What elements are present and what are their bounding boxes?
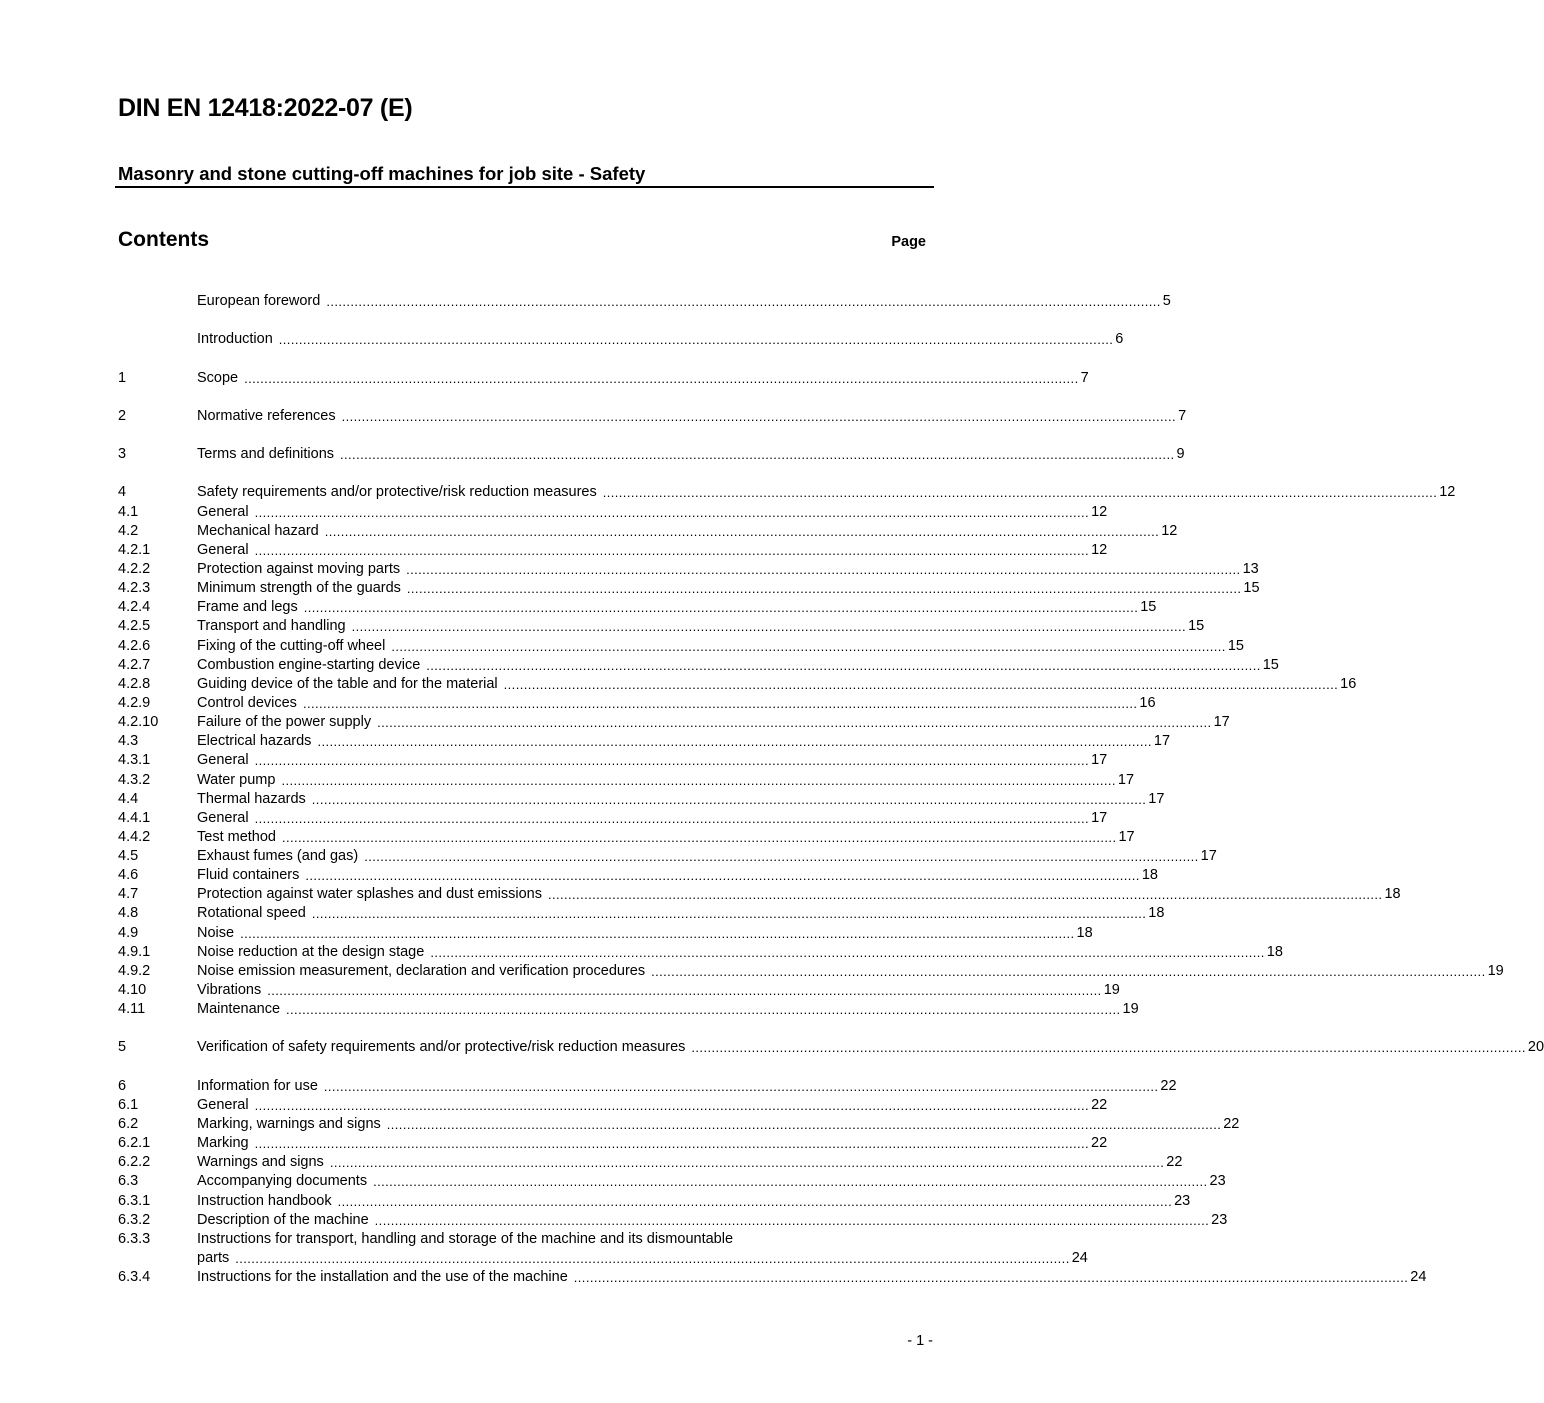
toc-entry-number: 4.2.9 bbox=[118, 694, 151, 711]
toc-dot-leader bbox=[391, 637, 1225, 656]
toc-entry-number: 4.9 bbox=[118, 924, 139, 941]
toc-dot-leader bbox=[387, 1115, 1221, 1134]
toc-entry-number: 4.1 bbox=[118, 503, 139, 520]
toc-entry-page: 17 bbox=[1117, 771, 1135, 788]
toc-entry-page: 16 bbox=[1139, 694, 1156, 711]
toc-entry-title: Verification of safety requirements and/or protective/risk reduction measures bbox=[197, 1039, 686, 1056]
toc-entry-page: 15 bbox=[1188, 618, 1205, 635]
toc-dot-leader bbox=[324, 1077, 1158, 1096]
toc-entry-number: 4.2.5 bbox=[118, 618, 151, 635]
toc-dot-leader bbox=[312, 904, 1146, 923]
toc-entry-title: General bbox=[197, 809, 249, 826]
toc-entry-title: Water pump bbox=[197, 771, 276, 788]
toc-entry-number: 4.2.8 bbox=[118, 675, 151, 692]
toc-entry-page: 22 bbox=[1166, 1154, 1183, 1171]
toc-entry-title: Test method bbox=[197, 828, 276, 845]
toc-entry-title: Electrical hazards bbox=[197, 733, 312, 750]
toc-dot-leader bbox=[235, 1249, 1069, 1268]
toc-dot-leader bbox=[574, 1268, 1408, 1287]
toc-entry-number: 4.2.7 bbox=[118, 656, 151, 673]
toc-entry[interactable] bbox=[118, 713, 1230, 732]
toc-dot-leader bbox=[255, 809, 1089, 828]
document-subtitle: Masonry and stone cutting-off machines for job site - Safety bbox=[118, 163, 646, 184]
toc-entry-number: 4.8 bbox=[118, 905, 139, 922]
toc-entry[interactable] bbox=[118, 541, 1108, 560]
toc-entry-number: 4.6 bbox=[118, 867, 139, 884]
toc-entry-number: 6.2 bbox=[118, 1116, 139, 1133]
toc-entry-title: Rotational speed bbox=[197, 905, 306, 922]
toc-entry-page: 23 bbox=[1209, 1173, 1226, 1190]
toc-entry-page: 22 bbox=[1223, 1116, 1240, 1133]
toc-entry-page: 7 bbox=[1178, 407, 1187, 424]
toc-entry-title: Thermal hazards bbox=[197, 790, 306, 807]
toc-entry-page: 6 bbox=[1115, 331, 1124, 348]
toc-entry-page: 17 bbox=[1148, 790, 1165, 807]
toc-entry[interactable] bbox=[118, 598, 1157, 617]
toc-dot-leader bbox=[240, 924, 1074, 943]
title-divider bbox=[115, 186, 934, 188]
toc-entry[interactable] bbox=[118, 1000, 1139, 1019]
toc-entry-title-continued: parts bbox=[197, 1250, 230, 1267]
toc-entry-title: Failure of the power supply bbox=[197, 714, 372, 731]
toc-entry[interactable] bbox=[118, 885, 1401, 904]
toc-entry-number: 6.3.4 bbox=[118, 1269, 151, 1286]
toc-entry-title: Introduction bbox=[197, 331, 273, 348]
toc-entry-number: 4.4 bbox=[118, 790, 139, 807]
contents-heading: Contents bbox=[118, 228, 209, 251]
toc-dot-leader bbox=[338, 1192, 1172, 1211]
toc-entry-page: 7 bbox=[1080, 369, 1089, 386]
toc-entry-number: 4.7 bbox=[118, 886, 139, 903]
toc-dot-leader bbox=[375, 1211, 1209, 1230]
toc-entry-number: 4.9.1 bbox=[118, 943, 151, 960]
table-of-contents bbox=[118, 292, 1544, 1287]
toc-entry-page: 12 bbox=[1161, 522, 1178, 539]
toc-entry-title: Mechanical hazard bbox=[197, 522, 319, 539]
toc-entry-title: Protection against moving parts bbox=[197, 560, 401, 577]
toc-entry-title: Fluid containers bbox=[197, 867, 300, 884]
toc-entry-page: 22 bbox=[1160, 1077, 1177, 1094]
toc-dot-leader bbox=[651, 962, 1485, 981]
toc-entry-page: 17 bbox=[1118, 828, 1135, 845]
toc-entry[interactable] bbox=[118, 579, 1260, 598]
toc-entry[interactable] bbox=[118, 828, 1135, 847]
toc-entry-title: Noise reduction at the design stage bbox=[197, 943, 425, 960]
toc-entry[interactable] bbox=[118, 656, 1279, 675]
toc-entry-page: 5 bbox=[1162, 292, 1171, 309]
page-column-label: Page bbox=[891, 234, 926, 250]
toc-dot-leader bbox=[305, 866, 1139, 885]
toc-entry-title: Maintenance bbox=[197, 1001, 281, 1018]
toc-entry-title: Protection against water splashes and dust emissions bbox=[197, 886, 542, 903]
toc-entry-title: Noise bbox=[197, 924, 235, 941]
toc-entry-page: 23 bbox=[1174, 1192, 1191, 1209]
toc-entry-page: 17 bbox=[1200, 848, 1217, 865]
toc-entry[interactable] bbox=[118, 369, 1089, 388]
toc-entry[interactable] bbox=[118, 503, 1108, 522]
toc-entry-title: Frame and legs bbox=[197, 599, 298, 616]
toc-dot-leader bbox=[364, 847, 1198, 866]
toc-dot-leader bbox=[303, 694, 1137, 713]
toc-entry-number: 4.3.2 bbox=[118, 771, 151, 788]
toc-dot-leader bbox=[267, 981, 1101, 1000]
toc-entry-page: 22 bbox=[1091, 1096, 1108, 1113]
toc-entry[interactable] bbox=[118, 330, 1124, 349]
toc-dot-leader bbox=[373, 1172, 1207, 1191]
toc-entry-title: Warnings and signs bbox=[197, 1154, 324, 1171]
toc-entry[interactable] bbox=[118, 809, 1108, 828]
toc-entry-page: 24 bbox=[1071, 1250, 1088, 1267]
toc-entry-page: 24 bbox=[1410, 1269, 1427, 1286]
toc-dot-leader bbox=[407, 579, 1241, 598]
toc-entry-number: 2 bbox=[118, 407, 127, 424]
toc-entry-title: Description of the machine bbox=[197, 1211, 369, 1228]
toc-dot-leader bbox=[255, 1134, 1089, 1153]
toc-entry-title: Instructions for transport, handling and storage of the machine and its dismountable bbox=[197, 1230, 734, 1247]
toc-entry[interactable] bbox=[118, 560, 1259, 579]
toc-entry-number: 3 bbox=[118, 446, 127, 463]
toc-entry-page: 12 bbox=[1091, 503, 1108, 520]
toc-dot-leader bbox=[304, 598, 1138, 617]
toc-dot-leader bbox=[282, 828, 1116, 847]
toc-entry-number: 4.2.10 bbox=[118, 714, 159, 731]
toc-dot-leader bbox=[426, 656, 1260, 675]
toc-entry[interactable] bbox=[118, 483, 1456, 502]
toc-entry[interactable] bbox=[118, 1192, 1191, 1211]
toc-entry-number: 4.2 bbox=[118, 522, 139, 539]
toc-dot-leader bbox=[312, 790, 1146, 809]
toc-entry[interactable] bbox=[118, 1230, 1088, 1268]
toc-dot-leader bbox=[340, 445, 1174, 464]
toc-entry[interactable] bbox=[118, 407, 1187, 426]
toc-entry[interactable] bbox=[118, 847, 1217, 866]
toc-entry-page: 17 bbox=[1091, 752, 1108, 769]
toc-dot-leader bbox=[691, 1038, 1525, 1057]
toc-entry[interactable] bbox=[118, 924, 1093, 943]
toc-dot-leader bbox=[504, 675, 1338, 694]
toc-entry-title: General bbox=[197, 541, 249, 558]
toc-entry-number: 4.4.1 bbox=[118, 809, 151, 826]
toc-dot-leader bbox=[255, 541, 1089, 560]
toc-dot-leader bbox=[330, 1153, 1164, 1172]
toc-entry-number: 4.5 bbox=[118, 848, 139, 865]
toc-entry-title: Safety requirements and/or protective/risk reduction measures bbox=[197, 484, 597, 501]
toc-entry[interactable] bbox=[118, 1211, 1228, 1230]
toc-entry-number: 5 bbox=[118, 1039, 127, 1056]
toc-entry-title: Fixing of the cutting-off wheel bbox=[197, 637, 386, 654]
toc-entry-title: Terms and definitions bbox=[197, 446, 335, 463]
toc-entry-number: 6.2.2 bbox=[118, 1154, 151, 1171]
toc-entry-page: 12 bbox=[1439, 484, 1456, 501]
toc-entry-number: 4 bbox=[118, 484, 127, 501]
toc-dot-leader bbox=[317, 732, 1151, 751]
toc-entry-title: General bbox=[197, 752, 249, 769]
toc-entry[interactable] bbox=[118, 1115, 1240, 1134]
toc-entry[interactable] bbox=[118, 637, 1244, 656]
toc-entry-number: 6.2.1 bbox=[118, 1135, 151, 1152]
page-number: - 1 - bbox=[907, 1333, 933, 1349]
toc-entry-title: Noise emission measurement, declaration and verification procedures bbox=[197, 962, 646, 979]
toc-entry-title: Minimum strength of the guards bbox=[197, 580, 401, 597]
toc-entry-page: 13 bbox=[1242, 560, 1259, 577]
toc-entry-page: 15 bbox=[1243, 580, 1260, 597]
toc-entry-number: 4.3 bbox=[118, 733, 139, 750]
toc-entry-title: Instruction handbook bbox=[197, 1192, 332, 1209]
toc-entry-number: 4.2.6 bbox=[118, 637, 151, 654]
toc-dot-leader bbox=[406, 560, 1240, 579]
toc-entry-title: Information for use bbox=[197, 1077, 318, 1094]
toc-entry-number: 6.3.3 bbox=[118, 1230, 151, 1247]
toc-entry-number: 4.9.2 bbox=[118, 962, 151, 979]
toc-entry-title: European foreword bbox=[197, 292, 321, 309]
toc-entry-page: 18 bbox=[1141, 867, 1158, 884]
toc-entry[interactable] bbox=[118, 866, 1158, 885]
toc-entry-title: Exhaust fumes (and gas) bbox=[197, 848, 359, 865]
toc-entry-title: Scope bbox=[197, 369, 239, 386]
toc-entry[interactable] bbox=[118, 445, 1185, 464]
toc-entry[interactable] bbox=[118, 1268, 1427, 1287]
toc-dot-leader bbox=[286, 1000, 1120, 1019]
toc-entry-page: 19 bbox=[1103, 982, 1120, 999]
toc-entry-title: General bbox=[197, 1096, 249, 1113]
toc-entry[interactable] bbox=[118, 1153, 1183, 1172]
toc-entry-number: 4.3.1 bbox=[118, 752, 151, 769]
toc-entry-number: 4.11 bbox=[118, 1001, 146, 1018]
toc-entry-number: 6.1 bbox=[118, 1096, 139, 1113]
toc-dot-leader bbox=[548, 885, 1382, 904]
toc-entry[interactable] bbox=[118, 1134, 1108, 1153]
toc-entry-number: 4.2.1 bbox=[118, 541, 151, 558]
toc-dot-leader bbox=[255, 751, 1089, 770]
toc-dot-leader bbox=[377, 713, 1211, 732]
toc-entry[interactable] bbox=[118, 905, 1165, 924]
toc-entry-number: 6.3 bbox=[118, 1173, 139, 1190]
toc-entry[interactable] bbox=[118, 1096, 1108, 1115]
toc-entry-page: 15 bbox=[1262, 656, 1279, 673]
toc-entry-page: 22 bbox=[1091, 1135, 1108, 1152]
toc-dot-leader bbox=[279, 330, 1113, 349]
toc-entry-title: Transport and handling bbox=[197, 618, 346, 635]
toc-dot-leader bbox=[325, 522, 1159, 541]
toc-entry[interactable] bbox=[118, 943, 1283, 962]
toc-entry-number: 4.2.4 bbox=[118, 599, 151, 616]
toc-entry[interactable] bbox=[118, 675, 1357, 694]
toc-entry-page: 18 bbox=[1266, 943, 1283, 960]
toc-entry[interactable] bbox=[118, 771, 1135, 790]
toc-entry[interactable] bbox=[118, 694, 1156, 713]
toc-entry-title: Combustion engine-starting device bbox=[197, 656, 421, 673]
toc-entry-title: Control devices bbox=[197, 694, 297, 711]
toc-entry[interactable] bbox=[118, 981, 1120, 1000]
toc-dot-leader bbox=[244, 369, 1078, 388]
toc-entry-page: 17 bbox=[1153, 733, 1171, 750]
toc-entry-page: 18 bbox=[1384, 886, 1401, 903]
toc-entry-page: 15 bbox=[1140, 599, 1157, 616]
toc-entry[interactable] bbox=[118, 732, 1171, 751]
toc-dot-leader bbox=[326, 292, 1160, 311]
toc-entry-title: Guiding device of the table and for the material bbox=[197, 675, 498, 692]
toc-entry[interactable] bbox=[118, 292, 1171, 311]
toc-entry-number: 4.10 bbox=[118, 982, 147, 999]
toc-entry-title: Marking bbox=[197, 1135, 249, 1152]
toc-entry-page: 16 bbox=[1340, 675, 1357, 692]
toc-entry-number: 6 bbox=[118, 1077, 127, 1094]
toc-entry-number: 4.2.2 bbox=[118, 560, 151, 577]
toc-entry-title: General bbox=[197, 503, 249, 520]
toc-dot-leader bbox=[430, 943, 1264, 962]
toc-entry[interactable] bbox=[118, 617, 1205, 636]
toc-entry-page: 15 bbox=[1227, 637, 1244, 654]
toc-entry-page: 12 bbox=[1091, 541, 1108, 558]
toc-entry-number: 6.3.2 bbox=[118, 1211, 151, 1228]
toc-dot-leader bbox=[281, 771, 1115, 790]
toc-entry-page: 23 bbox=[1211, 1211, 1228, 1228]
toc-entry-page: 18 bbox=[1076, 924, 1093, 941]
toc-entry[interactable] bbox=[118, 522, 1178, 541]
toc-entry-title: Marking, warnings and signs bbox=[197, 1116, 381, 1133]
toc-dot-leader bbox=[603, 483, 1437, 502]
toc-entry[interactable] bbox=[118, 962, 1504, 981]
toc-entry[interactable] bbox=[118, 751, 1108, 770]
toc-entry-number: 1 bbox=[118, 369, 127, 386]
toc-entry[interactable] bbox=[118, 1077, 1177, 1096]
toc-entry-number: 4.4.2 bbox=[118, 828, 151, 845]
toc-entry-number: 4.2.3 bbox=[118, 580, 151, 597]
toc-entry-title: Accompanying documents bbox=[197, 1173, 368, 1190]
toc-entry-page: 19 bbox=[1122, 1001, 1139, 1018]
toc-entry-page: 19 bbox=[1487, 962, 1504, 979]
toc-entry-title: Vibrations bbox=[197, 982, 262, 999]
toc-dot-leader bbox=[255, 1096, 1089, 1115]
toc-dot-leader bbox=[342, 407, 1176, 426]
toc-dot-leader bbox=[255, 503, 1089, 522]
toc-entry-page: 20 bbox=[1527, 1039, 1544, 1056]
toc-entry[interactable] bbox=[118, 790, 1165, 809]
toc-dot-leader bbox=[352, 617, 1186, 636]
toc-entry-page: 18 bbox=[1148, 905, 1165, 922]
toc-entry-title: Instructions for the installation and the use of the machine bbox=[197, 1269, 568, 1286]
toc-entry-page: 17 bbox=[1213, 714, 1230, 731]
toc-entry-title: Normative references bbox=[197, 407, 336, 424]
document-title: DIN EN 12418:2022-07 (E) bbox=[118, 94, 413, 122]
toc-entry-number: 6.3.1 bbox=[118, 1192, 151, 1209]
toc-entry-page: 9 bbox=[1176, 446, 1185, 463]
toc-entry[interactable] bbox=[118, 1038, 1544, 1057]
toc-entry[interactable] bbox=[118, 1172, 1226, 1191]
toc-entry-page: 17 bbox=[1091, 809, 1108, 826]
